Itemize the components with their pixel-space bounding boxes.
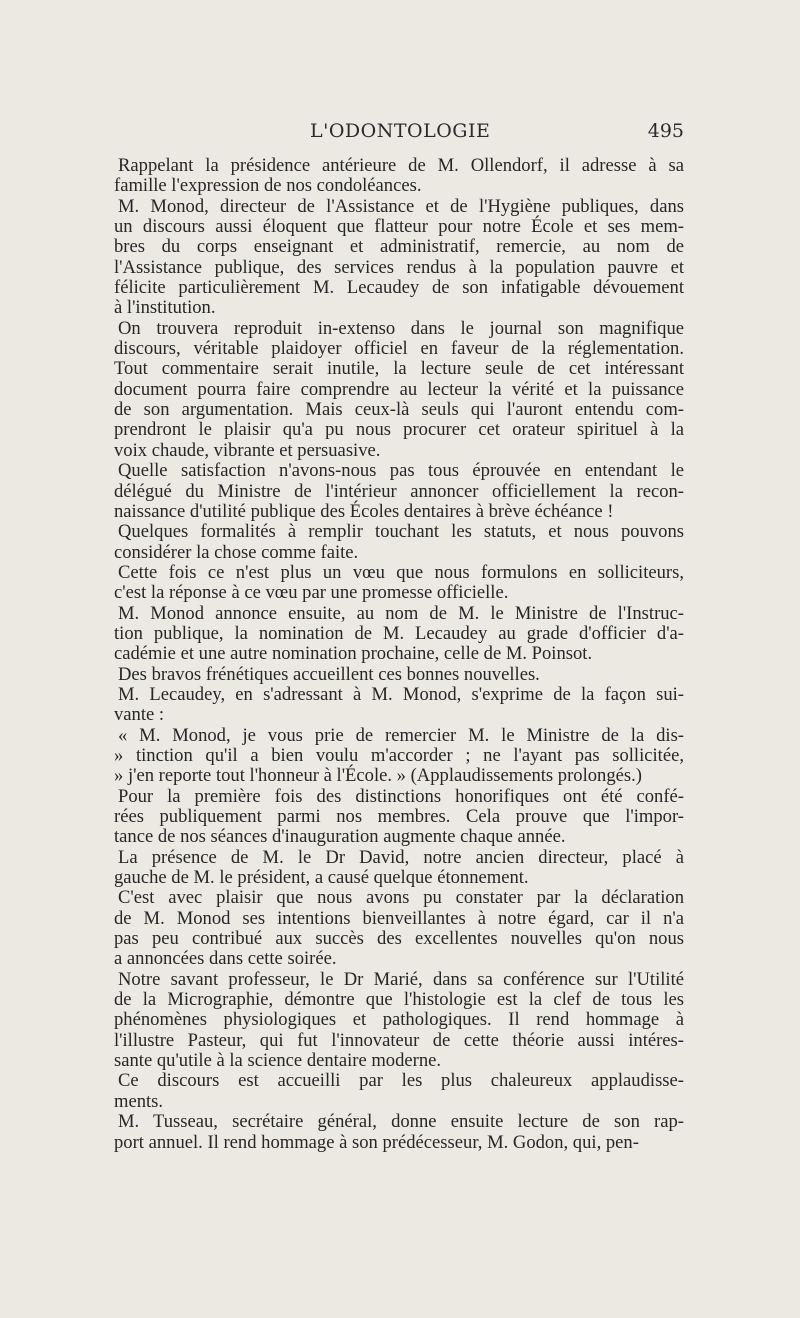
text-line: tance de nos séances d'inauguration augmente chaque année.: [114, 826, 566, 848]
text-line: prendront le plaisir qu'a pu nous procurer cet orateur spirituel à la: [114, 419, 684, 441]
body-text: [114, 156, 684, 1153]
paragraph: [114, 461, 684, 522]
text-line: discours, véritable plaidoyer officiel en faveur de la réglementation.: [114, 338, 684, 360]
paragraph: [114, 848, 684, 889]
text-line: considérer la chose comme faite.: [114, 541, 359, 563]
text-line: bres du corps enseignant et administratif, remercie, au nom de: [114, 236, 684, 258]
text-line: sante qu'utile à la science dentaire moderne.: [114, 1050, 442, 1072]
text-line: » j'en reporte tout l'honneur à l'École. » (Applaudissements prolongés.): [114, 765, 642, 787]
text-line: port annuel. Il rend hommage à son prédécesseur, M. Godon, qui, pen-: [114, 1131, 639, 1153]
text-line: félicite particulièrement M. Lecaudey de son infatigable dévouement: [114, 277, 684, 299]
text-line: « M. Monod, je vous prie de remercier M. le Ministre de la dis-: [118, 724, 684, 746]
text-line: La présence de M. le Dr David, notre ancien directeur, placé à: [118, 846, 684, 868]
text-line: Rappelant la présidence antérieure de M. Ollendorf, il adresse à sa: [118, 155, 684, 176]
text-line: C'est avec plaisir que nous avons pu constater par la déclaration: [118, 887, 684, 909]
text-line: Pour la première fois des distinctions honorifiques ont été confé-: [118, 785, 684, 807]
text-line: rées publiquement parmi nos membres. Cela prouve que l'impor-: [114, 806, 684, 827]
running-title: L'ODONTOLOGIE: [310, 120, 491, 142]
paragraph: [114, 604, 684, 665]
text-line: à l'institution.: [114, 297, 216, 319]
text-line: phénomènes physiologiques et pathologiques. Il rend hommage à: [114, 1009, 684, 1031]
paragraph: [114, 888, 684, 969]
text-line: délégué du Ministre de l'intérieur annoncer officiellement la recon-: [114, 480, 684, 502]
paragraph: [114, 522, 684, 563]
text-line: de M. Monod ses intentions bienveillantes à notre égard, car il n'a: [114, 907, 684, 929]
text-line: voix chaude, vibrante et persuasive.: [114, 439, 381, 461]
text-line: ments.: [114, 1090, 164, 1112]
text-line: de son argumentation. Mais ceux-là seuls qui l'auront entendu com-: [114, 399, 684, 421]
text-line: vante :: [114, 704, 165, 726]
paragraph: [114, 726, 684, 787]
text-line: Quelques formalités à remplir touchant les statuts, et nous pouvons: [118, 521, 684, 543]
text-line: l'Assistance publique, des services rendus à la population pauvre et: [114, 256, 684, 278]
text-line: Quelle satisfaction n'avons-nous pas tous éprouvée en entendant le: [118, 460, 684, 482]
paragraph: [114, 1071, 684, 1112]
paragraph: [114, 685, 684, 726]
text-line: document pourra faire comprendre au lecteur la vérité et la puissance: [114, 378, 684, 400]
page-header: [110, 120, 684, 146]
text-line: famille l'expression de nos condoléances.: [114, 175, 422, 197]
text-line: Ce discours est accueilli par les plus chaleureux applaudisse-: [118, 1070, 684, 1092]
text-line: Notre savant professeur, le Dr Marié, dans sa conférence sur l'Utilité: [118, 968, 684, 990]
paragraph: [114, 319, 684, 461]
text-line: Des bravos frénétiques accueillent ces bonnes nouvelles.: [118, 663, 540, 685]
paragraph: [114, 970, 684, 1072]
text-line: Tout commentaire serait inutile, la lecture seule de cet intéressant: [114, 358, 684, 380]
text-line: tion publique, la nomination de M. Lecaudey au grade d'officier d'a-: [114, 622, 684, 644]
text-line: l'illustre Pasteur, qui fut l'innovateur de cette théorie aussi intéres-: [114, 1029, 684, 1051]
text-line: M. Tusseau, secrétaire général, donne ensuite lecture de son rap-: [118, 1111, 684, 1133]
paragraph: [114, 563, 684, 604]
text-line: M. Monod annonce ensuite, au nom de M. le Ministre de l'Instruc-: [118, 602, 684, 624]
text-line: pas peu contribué aux succès des excellentes nouvelles qu'on nous: [114, 928, 684, 950]
text-line: M. Lecaudey, en s'adressant à M. Monod, s'exprime de la façon sui-: [118, 683, 684, 705]
text-line: gauche de M. le président, a causé quelque étonnement.: [114, 867, 529, 889]
text-line: un discours aussi éloquent que flatteur pour notre École et ses mem-: [114, 216, 684, 238]
text-line: naissance d'utilité publique des Écoles dentaires à brève échéance !: [114, 500, 614, 522]
text-line: de la Micrographie, démontre que l'histologie est la clef de tous les: [114, 989, 684, 1011]
paragraph: [114, 1112, 684, 1153]
paragraph: [114, 197, 684, 319]
text-line: » tinction qu'il a bien voulu m'accorder ; ne l'ayant pas sollicitée,: [114, 744, 684, 766]
paragraph: [114, 156, 684, 197]
text-line: cadémie et une autre nomination prochaine, celle de M. Poinsot.: [114, 643, 593, 665]
paragraph: [114, 665, 684, 685]
text-line: On trouvera reproduit in-extenso dans le journal son magnifique: [118, 317, 684, 339]
text-line: a annoncées dans cette soirée.: [114, 948, 337, 970]
text-line: c'est la réponse à ce vœu par une promesse officielle.: [114, 582, 509, 604]
page-number: 495: [647, 120, 684, 142]
text-line: Cette fois ce n'est plus un vœu que nous formulons en solliciteurs,: [118, 561, 684, 583]
text-line: M. Monod, directeur de l'Assistance et de l'Hygiène publiques, dans: [118, 195, 684, 217]
paragraph: [114, 787, 684, 848]
